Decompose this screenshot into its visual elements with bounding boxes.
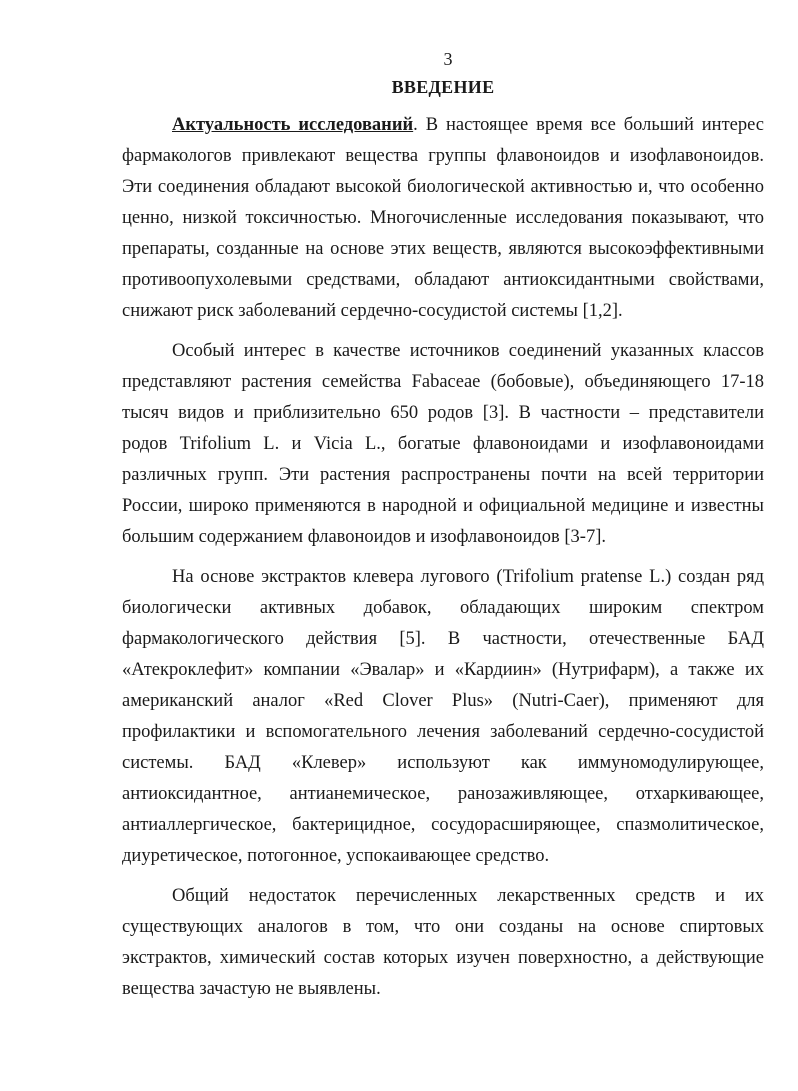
paragraph-fabaceae: Особый интерес в качестве источников соединений указанных классов представляют растения семейства Fabaceae (бобовые), объединяющего 17-18 тысяч видов и приблизительно 650 родов [3]. В частности – представители родов Trifolium L. и Vicia L., богатые флавоноидами и изофлавоноидами различных групп. Эти растения распространены почти на всей территории России, широко применяются в народной и официальной медицине и известны большим содержанием флавоноидов и изофлавоноидов [3-7]. [122, 341, 764, 547]
section-heading: ВВЕДЕНИЕ [391, 77, 495, 97]
paragraph-supplements: На основе экстрактов клевера лугового (Trifolium pratense L.) создан ряд биологически активных добавок, обладающих широким спектром фармакологического действия [5]. В частности, отечественные БАД «Атекроклефит» компании «Эвалар» и «Кардиин» (Нутрифарм), а также их американский аналог «Red Clover Plus» (Nutri-Caer), применяют для профилактики и вспомогательного лечения заболеваний сердечно-сосудистой системы. БАД «Клевер» используют как иммуномодулирующее, антиоксидантное, антианемическое, ранозаживляющее, отхаркивающее, антиаллергическое, бактерицидное, сосудорасширяющее, спазмолитическое, диуретическое, потогонное, успокаивающее средство. [122, 567, 764, 866]
paragraph-text: . В настоящее время все больший интерес фармакологов привлекают вещества группы флавоноидов и изофлавоноидов. Эти соединения обладают высокой биологической активностью и, что особенно ценно, низкой токсичностью. Многочисленные исследования показывают, что препараты, созданные на основе этих веществ, являются высокоэффективными противоопухолевыми средствами, обладают антиоксидантными свойствами, снижают риск заболеваний сердечно-сосудистой системы [1,2]. [122, 115, 764, 321]
paragraph-drawbacks: Общий недостаток перечисленных лекарственных средств и их существующих аналогов в том, что они созданы на основе спиртовых экстрактов, химический состав которых изучен поверхностно, а действующие вещества зачастую не выявлены. [122, 886, 764, 999]
paragraph-relevance [122, 110, 764, 327]
paragraph-lead: Актуальность исследований [172, 115, 414, 135]
page-number: 3 [443, 49, 453, 69]
document-page [122, 48, 764, 1014]
